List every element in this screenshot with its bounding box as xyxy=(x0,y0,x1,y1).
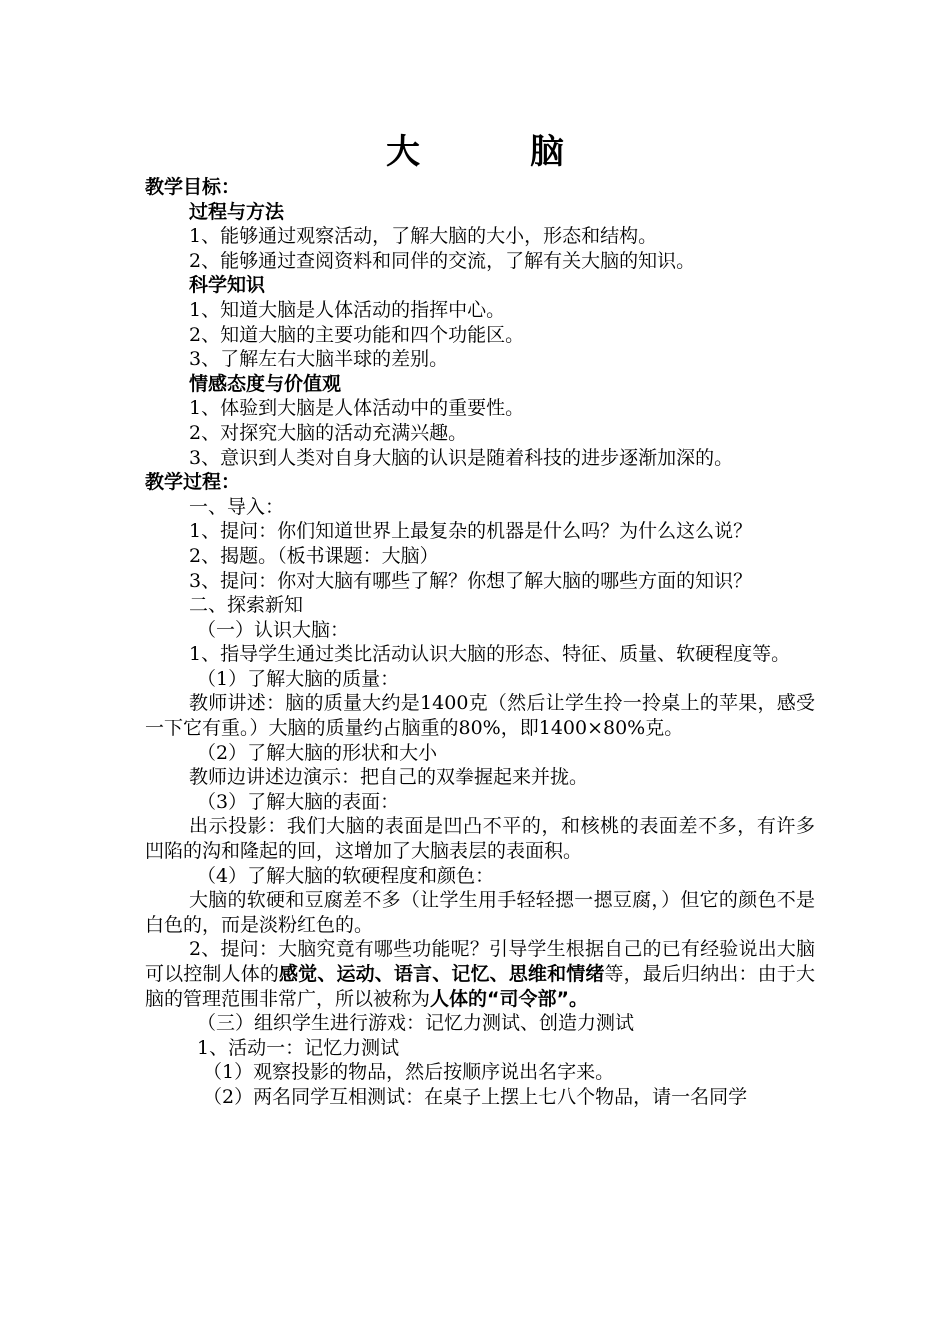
paragraph: 出示投影：我们大脑的表面是凹凸不平的，和核桃的表面差不多，有许多凹陷的沟和隆起的回，这增加了大脑表层的表面积。 xyxy=(145,815,815,863)
paragraph: 教师边讲述边演示：把自己的双拳握起来并拢。 xyxy=(189,766,589,789)
paragraph: 3、提问：你对大脑有哪些了解？你想了解大脑的哪些方面的知识？ xyxy=(189,569,753,592)
process-heading: 教学过程： xyxy=(145,471,241,494)
paragraph: 2、揭题。（板书课题：大脑） xyxy=(189,544,439,567)
paragraph: 教师讲述：脑的质量大约是1400克（然后让学生拎一拎桌上的苹果，感受一下它有重。）大脑的质量约占脑重的80%，即1400×80%克。 xyxy=(145,692,815,740)
game-heading: （三）组织学生进行游戏：记忆力测试、创造力测试 xyxy=(197,1012,635,1035)
surface-heading: （3）了解大脑的表面： xyxy=(197,790,400,813)
objectives-heading: 教学目标： xyxy=(145,176,241,198)
mass-heading: （1）了解大脑的质量： xyxy=(197,667,400,690)
paragraph: 1、提问：你们知道世界上最复杂的机器是什么吗？为什么这么说？ xyxy=(189,520,753,543)
attitude-heading: 情感态度与价值观 xyxy=(189,372,342,395)
paragraph: 1、指导学生通过类比活动认识大脑的形态、特征、质量、软硬程度等。 xyxy=(189,643,791,666)
function-text: 2、提问：大脑究竟有哪些功能呢？引导学生根据自己的已有经验说出大脑可以控制人体的 xyxy=(145,938,815,985)
paragraph: 1、体验到大脑是人体活动中的重要性。 xyxy=(189,397,525,420)
process-method-heading: 过程与方法 xyxy=(189,200,285,223)
paragraph: 2、知道大脑的主要功能和四个功能区。 xyxy=(189,323,525,346)
list-item: （2）两名同学互相测试：在桌子上摆上七八个物品，请一名同学 xyxy=(203,1085,748,1108)
list-item: （1）观察投影的物品，然后按顺序说出名字来。 xyxy=(203,1061,615,1084)
paragraph: 2、对探究大脑的活动充满兴趣。 xyxy=(189,421,468,444)
explore-heading: 二、探索新知 xyxy=(189,594,304,617)
science-heading: 科学知识 xyxy=(189,274,266,297)
paragraph: 3、意识到人类对自身大脑的认识是随着科技的进步逐渐加深的。 xyxy=(189,446,734,469)
activity1-heading: 1、活动一：记忆力测试 xyxy=(197,1036,400,1059)
paragraph: 1、能够通过观察活动，了解大脑的大小，形态和结构。 xyxy=(189,225,658,248)
function-paragraph xyxy=(145,937,815,1011)
paragraph: 大脑的软硬和豆腐差不多（让学生用手轻轻摁一摁豆腐，）但它的颜色不是白色的，而是淡粉红色的。 xyxy=(145,889,815,936)
command-center-phrase: 人体的“司令部”。 xyxy=(430,987,588,1010)
soft-heading: （4）了解大脑的软硬程度和颜色： xyxy=(197,864,495,887)
document-body xyxy=(145,175,815,1110)
function-list: 感觉、运动、语言、记忆、思维和情绪 xyxy=(279,963,605,985)
paragraph: 2、能够通过查阅资料和同伴的交流，了解有关大脑的知识。 xyxy=(189,249,696,272)
know-heading: （一）认识大脑： xyxy=(197,618,350,641)
paragraph: 3、了解左右大脑半球的差别。 xyxy=(189,348,449,371)
shape-heading: （2）了解大脑的形状和大小 xyxy=(197,741,438,764)
paragraph: 1、知道大脑是人体活动的指挥中心。 xyxy=(189,298,506,321)
intro-heading: 一、导入： xyxy=(189,495,285,518)
page-title: 大 脑 xyxy=(386,132,602,172)
function-text-continued: 等，最后归纳出：由于大脑的管理范围非常广，所以被称为 xyxy=(145,963,815,1010)
